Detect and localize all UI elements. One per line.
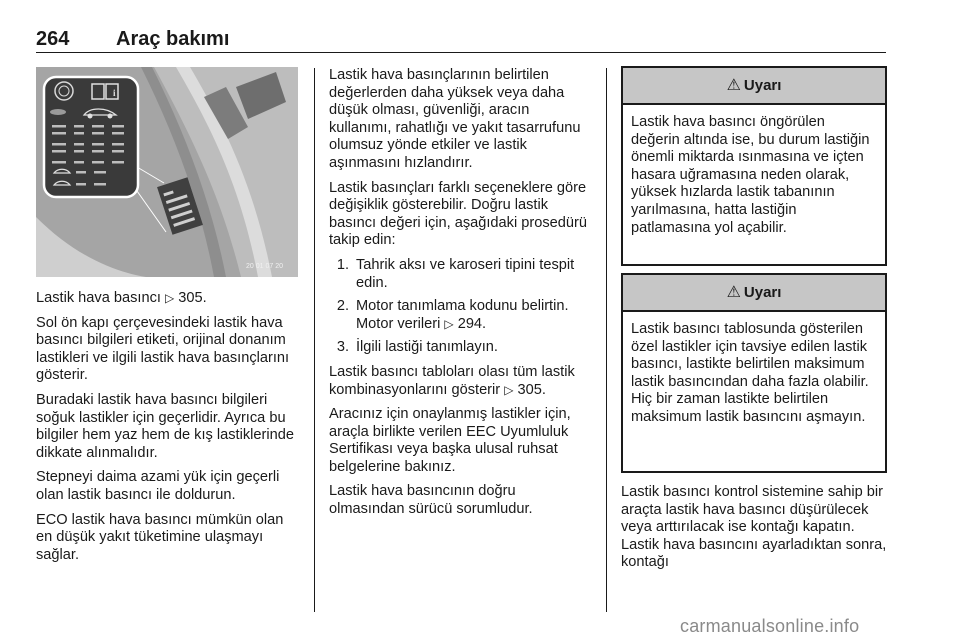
- paragraph: Lastik hava basınçlarının belirtilen değerlerden daha yüksek veya daha düşük olması, güvenliği, aracın kullanımı, rahatlığı ve yakıt tasarrufunu olumsuz yönde etkiler ve lastik aşınmasını hızlandırır.: [329, 67, 581, 171]
- column-3: [621, 484, 887, 579]
- svg-text:i: i: [113, 88, 116, 98]
- reference-arrow-icon: ▷: [444, 316, 454, 331]
- header-rule: [36, 52, 886, 53]
- figure-caption: Lastik hava basıncı ▷ 305.: [36, 290, 207, 306]
- paragraph: Lastik basıncı tabloları olası tüm lastik kombinasyonlarını gösterir ▷ 305.: [329, 363, 575, 398]
- list-item: 2. Motor tanımlama kodunu belirtin. Motor verileri ▷ 294.: [336, 298, 569, 332]
- column-2: [329, 67, 593, 526]
- warning-text: Lastik basıncı tablosunda gösterilen özel lastikler için tavsiye edilen lastik basıncı, lastikte belirtilen maksimum lastik basıncından daha fazla olabilir. Hiç bir zaman lastikte belirtilen maksimum lastik basıncını aşmayın.: [631, 321, 869, 425]
- warning-header: [623, 275, 885, 312]
- reference-arrow-icon: ▷: [165, 291, 175, 305]
- paragraph: Sol ön kapı çerçevesindeki lastik hava basıncı bilgileri etiketi, orijinal donanım lastikleri ve ilgili lastik hava basınçlarını gösterir.: [36, 314, 290, 384]
- tire-pressure-label-figure: [36, 67, 298, 277]
- chapter-title: Araç bakımı: [116, 28, 230, 50]
- page-reference[interactable]: 305.: [517, 381, 546, 398]
- column-divider-left: [314, 68, 315, 612]
- door-frame-illustration: [36, 67, 298, 277]
- page-header: [36, 28, 886, 52]
- page-number: 264: [36, 28, 70, 50]
- warning-text: Lastik hava basıncı öngörülen değerin altında ise, bu durum lastiğin önemli miktarda ısınmasına ve içten hasara uğramasına neden olarak, yüksek hızlarda lastik tabanının yarılmasına, hatta lastiğin patlamasına yol açabilir.: [631, 114, 870, 236]
- procedure-list: [329, 257, 593, 357]
- paragraph: Aracınız için onaylanmış lastikler için, araçla birlikte verilen EEC Uyumluluk Sertifikası veya başka ulusal ruhsat belgelerine bakınız.: [329, 406, 571, 475]
- reference-arrow-icon: ▷: [504, 382, 514, 397]
- page-reference[interactable]: 294.: [457, 315, 487, 332]
- list-item: 3. İlgili lastiği tanımlayın.: [336, 339, 498, 356]
- paragraph: Lastik hava basıncının doğru olmasından sürücü sorumludur.: [329, 483, 533, 518]
- warning-box: [621, 66, 887, 266]
- list-item: 1. Tahrik aksı ve karoseri tipini tespit edin.: [336, 256, 575, 291]
- paragraph: Lastik basıncı kontrol sistemine sahip bir araçta lastik hava basıncı düşürülecek veya arttırılacak ise kontağı kapatın. Lastik hava basıncını ayarladıktan sonra, kontağı: [621, 484, 887, 571]
- column-1: [36, 290, 302, 571]
- warning-box: [621, 273, 887, 473]
- watermark: carmanualsonline.info: [680, 616, 860, 636]
- warning-triangle-icon: ⚠: [726, 284, 741, 301]
- paragraph: ECO lastik hava basıncı mümkün olan en düşük yakıt tüketimine ulaşmayı sağlar.: [36, 511, 284, 563]
- paragraph: Buradaki lastik hava basıncı bilgileri soğuk lastikler için geçerlidir. Ayrıca bu bilgiler hem yaz hem de kış lastiklerinde dikkate alınmalıdır.: [36, 391, 294, 461]
- warning-title: Uyarı: [743, 284, 782, 301]
- tire-pressure-sticker-closeup: [44, 77, 138, 197]
- page-reference[interactable]: 305.: [178, 290, 207, 306]
- column-divider-right: [606, 68, 607, 612]
- paragraph: Lastik basınçları farklı seçeneklere göre değişiklik gösterebilir. Doğru lastik basıncı değeri için, aşağıdaki prosedürü takip edin:: [329, 179, 587, 249]
- warning-triangle-icon: ⚠: [726, 77, 741, 94]
- warning-header: [623, 68, 885, 105]
- paragraph: Stepneyi daima azami yük için geçerli olan lastik basıncı ile doldurun.: [36, 469, 280, 503]
- figure-code: 20 01 07 20: [246, 263, 283, 270]
- warning-title: Uyarı: [743, 77, 782, 94]
